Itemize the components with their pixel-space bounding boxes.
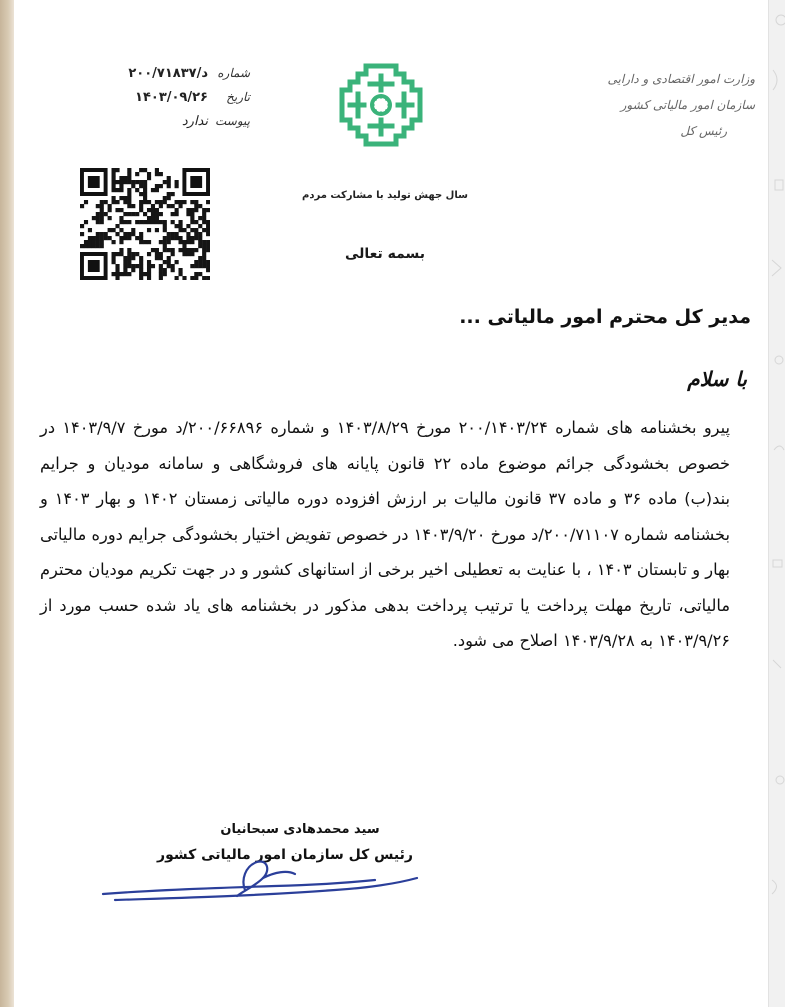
date-value: ۱۴۰۳/۰۹/۲۶ [135, 90, 208, 105]
photo-left-edge [0, 0, 14, 1007]
number-row [60, 66, 250, 88]
year-slogan: سال جهش تولید با مشارکت مردم [302, 190, 468, 201]
letter-meta [60, 66, 250, 138]
ministry-line-1: وزارت امور اقتصادی و دارایی [607, 72, 755, 86]
right-margin-pattern [768, 0, 785, 1007]
number-value: د/۲۰۰/۷۱۸۳۷ [128, 66, 208, 81]
handwritten-signature-icon [95, 850, 435, 910]
addressee: مدیر کل محترم امور مالیاتی ... [459, 306, 751, 328]
ministry-line-3: رئیس کل [680, 124, 727, 138]
attachment-value: ندارد [181, 114, 208, 129]
ministry-header [575, 66, 755, 144]
attachment-row [60, 114, 250, 136]
date-label: تاریخ [226, 90, 250, 104]
greeting: با سلام [687, 367, 747, 391]
tax-organization-logo-icon [336, 62, 426, 148]
qr-code-icon [80, 168, 210, 280]
date-row [60, 90, 250, 112]
number-label: شماره [217, 66, 250, 80]
ministry-line-2: سازمان امور مالیاتی کشور [620, 98, 755, 112]
attachment-label: پیوست [215, 114, 250, 128]
signer-name: سید محمدهادی سبحانیان [220, 822, 380, 837]
letter-body: پیرو بخشنامه های شماره ۲۰۰/۱۴۰۳/۲۴ مورخ ۱۴۰۳/۸/۲۹ و شماره ۲۰۰/۶۶۸۹۶/د مورخ ۱۴۰۳/۹/۷ در خصوص بخشودگی جرائم موضوع ماده ۲۲ قانون پایانه های فروشگاهی و سامانه مودیان و جرایم بند(ب) ماده ۳۶ و ماده ۳۷ قانون مالیات بر ارزش افزوده دوره مالیاتی زمستان ۱۴۰۲ و بهار ۱۴۰۳ و بخشنامه شماره ۲۰۰/۷۱۱۰۷/د مورخ ۱۴۰۳/۹/۲۰ در خصوص تفویض اختیار بخشودگی جرایم دوره مالیاتی بهار و تابستان ۱۴۰۳ ، با عنایت به تعطیلی اخیر برخی از استانهای کشور و در جهت تکریم مودیان محترم مالیاتی، تاریخ مهلت پرداخت یا ترتیب پرداخت بدهی مذکور در بخشنامه های یاد شده حسب مورد از ۱۴۰۳/۹/۲۶ به ۱۴۰۳/۹/۲۸ اصلاح می شود. [40, 418, 731, 650]
basmala: بسمه تعالی [344, 246, 426, 262]
signer-title: رئیس کل سازمان امور مالیاتی کشور [157, 847, 413, 863]
